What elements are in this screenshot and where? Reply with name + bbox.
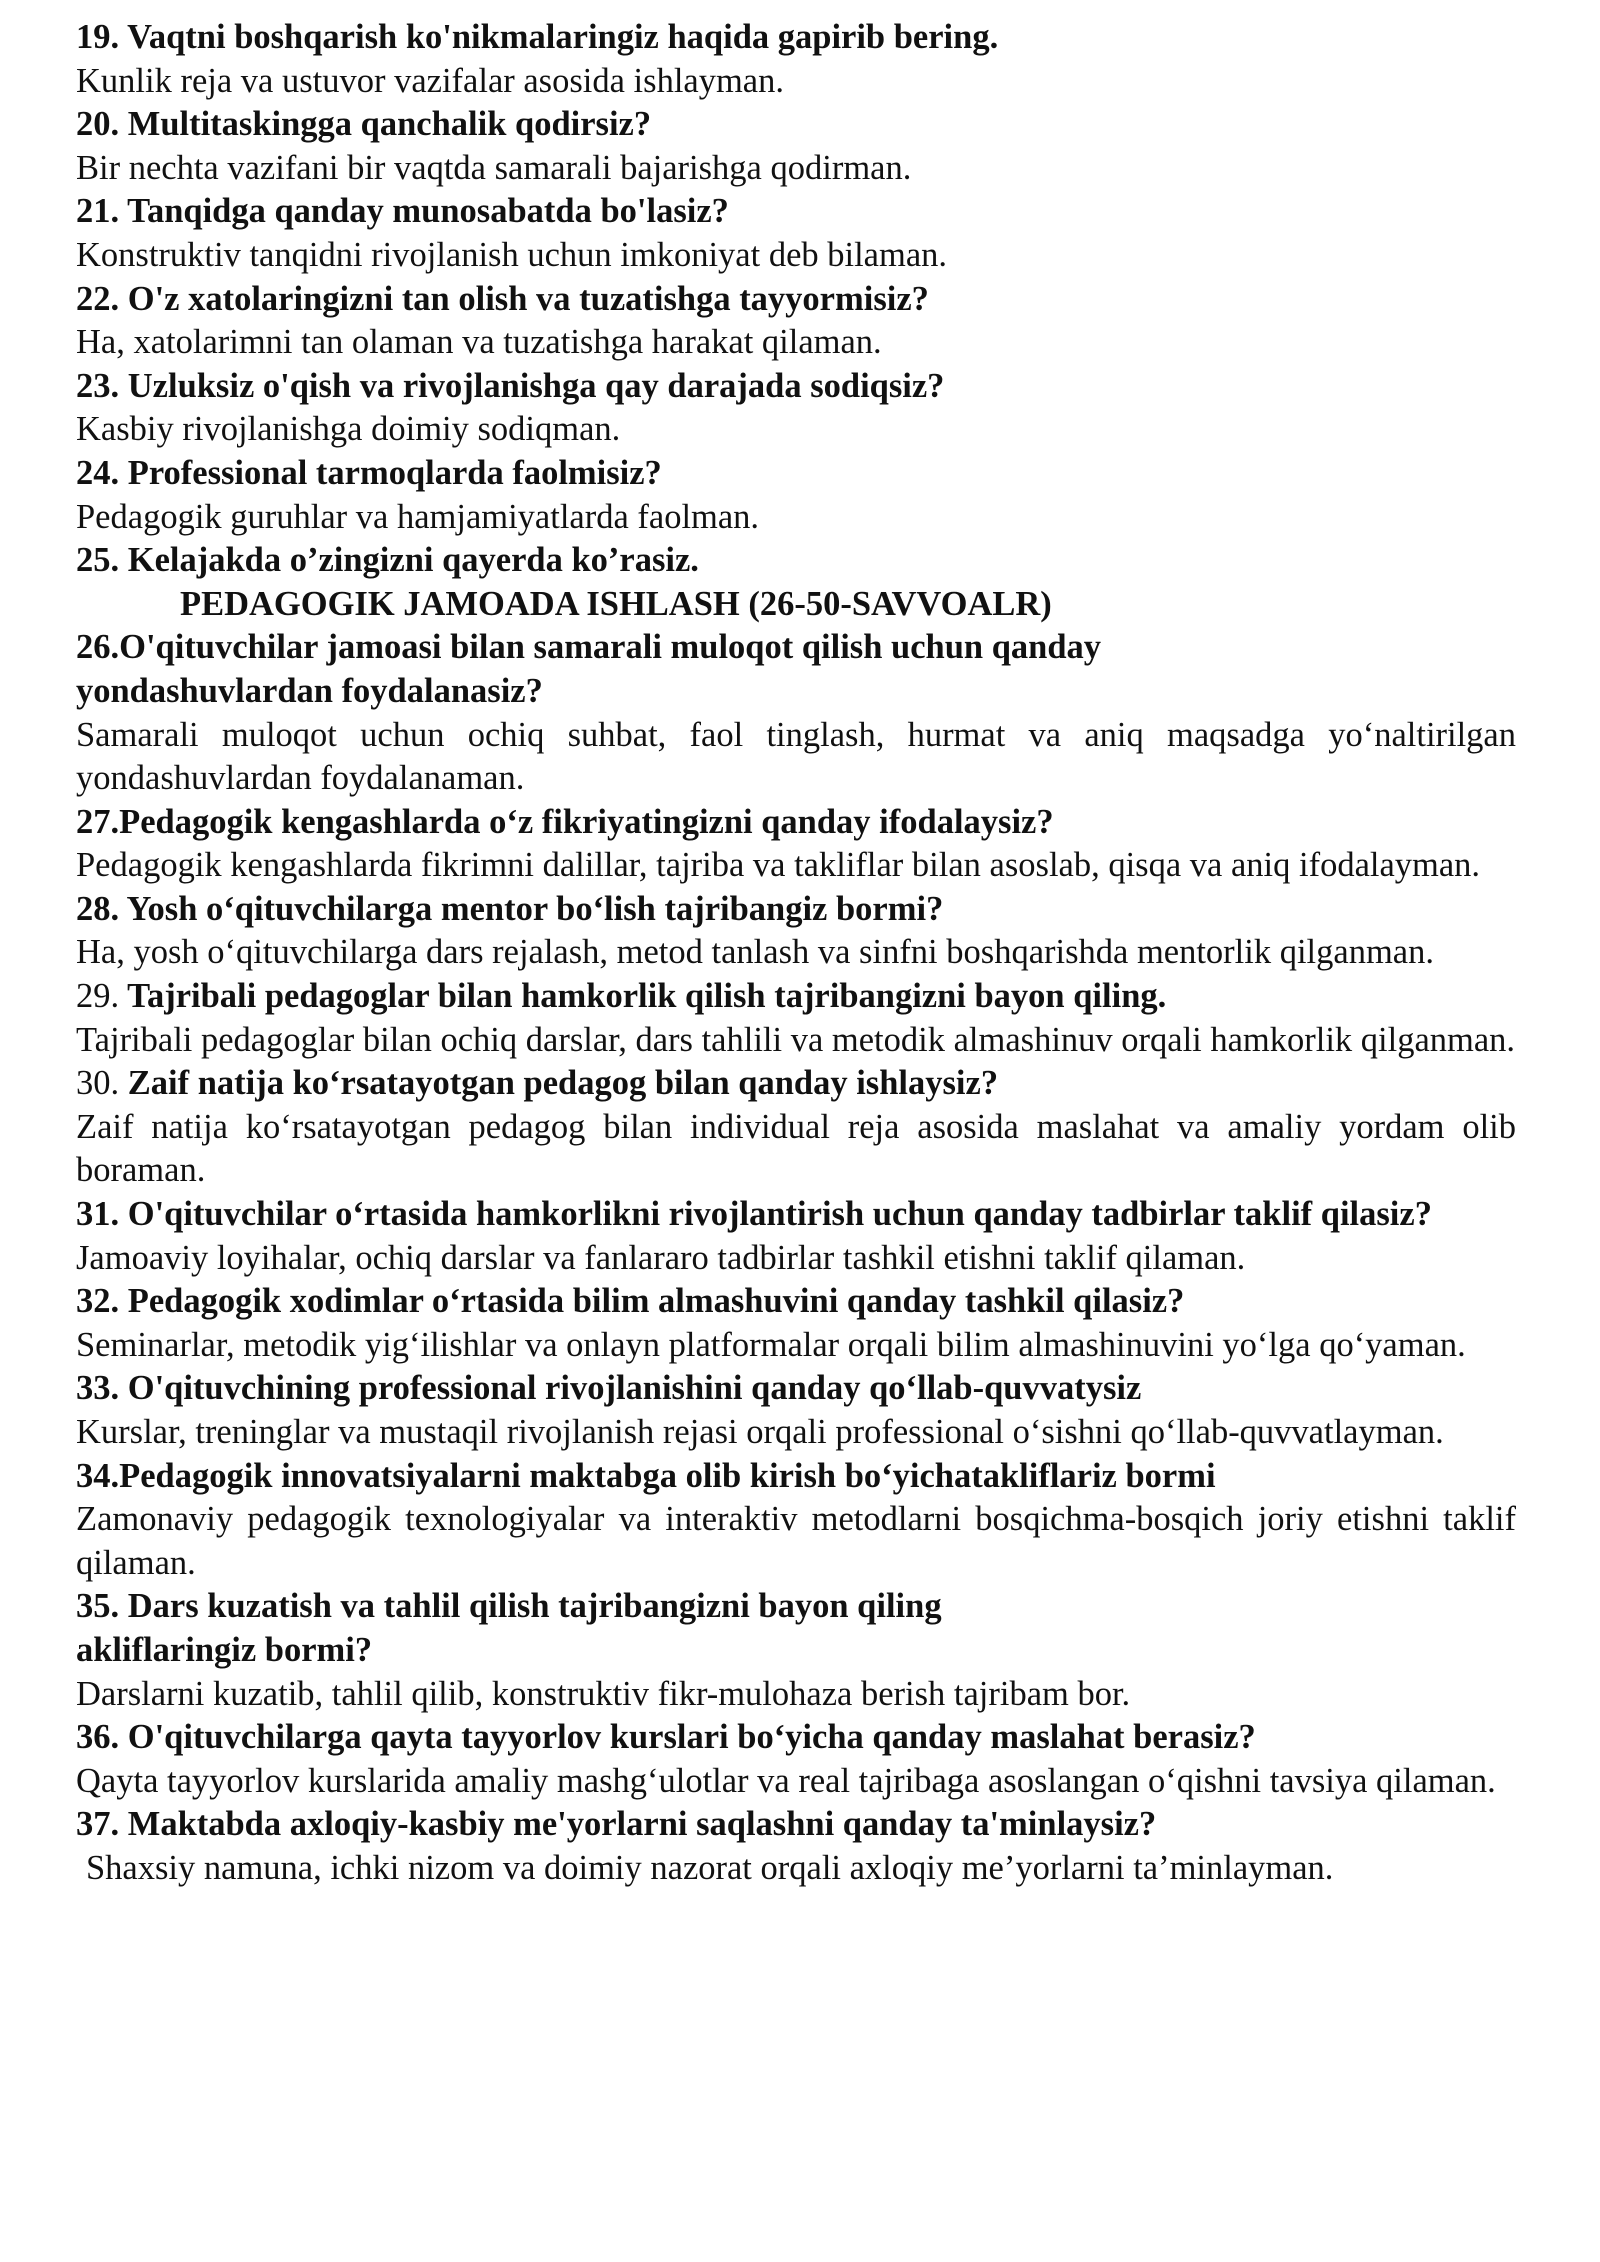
question-29-text: Tajribali pedagoglar bilan hamkorlik qilish tajribangizni bayon qiling. (127, 977, 1167, 1016)
question-37: 37. Maktabda axloqiy-kasbiy me'yorlarni saqlashni qanday ta'minlaysiz? (76, 1805, 1157, 1844)
answer-19: Kunlik reja va ustuvor vazifalar asosida ishlayman. (76, 61, 784, 100)
question-21: 21. Tanqidga qanday munosabatda bo'lasiz? (76, 192, 729, 231)
question-19: 19. Vaqtni boshqarish ko'nikmalaringiz haqida gapirib bering. (76, 18, 999, 56)
answer-33: Kurslar, treninglar va mustaqil rivojlanish rejasi orqali professional o‘sishni qo‘llab-quvvatlayman. (76, 1413, 1444, 1451)
question-27: 27.Pedagogik kengashlarda o‘z fikriyatingizni qanday ifodalaysiz? (76, 802, 1054, 841)
answer-29: Tajribali pedagoglar bilan ochiq darslar, dars tahlili va metodik almashinuv orqali hamkorlik qilganman. (76, 1020, 1516, 1059)
answer-35: Darslarni kuzatib, tahlil qilib, konstruktiv fikr-mulohaza berish tajribam bor. (76, 1674, 1131, 1713)
answer-31: Jamoaviy loyihalar, ochiq darslar va fanlararo tadbirlar tashkil etishni taklif qilaman. (76, 1238, 1246, 1277)
question-35-line-2: akliflaringiz bormi? (76, 1630, 373, 1669)
question-25: 25. Kelajakda o’zingizni qayerda ko’rasiz. (76, 541, 699, 580)
answer-26: Samarali muloqot uchun ochiq suhbat, faol tinglash, hurmat va aniq maqsadga yo‘naltirilgan yondashuvlardan foydalanaman. (76, 715, 1516, 798)
question-29 (76, 975, 1516, 1019)
answer-36: Qayta tayyorlov kurslarida amaliy mashg‘ulotlar va real tajribaga asoslangan o‘qishni tavsiya qilaman. (76, 1761, 1496, 1800)
answer-24: Pedagogik guruhlar va hamjamiyatlarda faolman. (76, 497, 760, 536)
document-page (76, 16, 1516, 1891)
question-30 (76, 1062, 1516, 1106)
question-35-line-1: 35. Dars kuzatish va tahlil qilish tajribangizni bayon qiling (76, 1587, 942, 1626)
answer-21: Konstruktiv tanqidni rivojlanish uchun imkoniyat deb bilaman. (76, 235, 948, 274)
question-32: 32. Pedagogik xodimlar o‘rtasida bilim almashuvini qanday tashkil qilasiz? (76, 1282, 1185, 1321)
answer-27: Pedagogik kengashlarda fikrimni dalillar, tajriba va takliflar bilan asoslab, qisqa va aniq ifodalayman. (76, 846, 1481, 885)
question-28: 28. Yosh o‘qituvchilarga mentor bo‘lish tajribangiz bormi? (76, 889, 944, 928)
question-26: 26.O'qituvchilar jamoasi bilan samarali muloqot qilish uchun qanday yondashuvlardan foydalanasiz? (76, 628, 1102, 710)
question-34: 34.Pedagogik innovatsiyalarni maktabga olib kirish bo‘yichatakliflariz bormi (76, 1456, 1216, 1495)
question-30-number: 30. (76, 1064, 120, 1103)
question-30-text: Zaif natija ko‘rsatayotgan pedagog bilan qanday ishlaysiz? (127, 1064, 999, 1103)
answer-28: Ha, yosh o‘qituvchilarga dars rejalash, metod tanlash va sinfni boshqarishda mentorlik qilganman. (76, 933, 1434, 972)
question-36: 36. O'qituvchilarga qayta tayyorlov kurslari bo‘yicha qanday maslahat berasiz? (76, 1718, 1256, 1757)
question-24: 24. Professional tarmoqlarda faolmisiz? (76, 453, 662, 492)
answer-20: Bir nechta vazifani bir vaqtda samarali bajarishga qodirman. (76, 148, 912, 187)
answer-32: Seminarlar, metodik yig‘ilishlar va onlayn platformalar orqali bilim almashinuvini yo‘lga qo‘yaman. (76, 1325, 1466, 1364)
question-29-number: 29. (76, 977, 120, 1016)
answer-34: Zamonaviy pedagogik texnologiyalar va interaktiv metodlarni bosqichma-bosqich joriy etishni taklif qilaman. (76, 1500, 1516, 1582)
question-33: 33. O'qituvchining professional rivojlanishini qanday qo‘llab-quvvatysiz (76, 1369, 1142, 1408)
question-20: 20. Multitaskingga qanchalik qodirsiz? (76, 105, 652, 144)
question-22: 22. O'z xatolaringizni tan olish va tuzatishga tayyormisiz? (76, 279, 929, 318)
question-23: 23. Uzluksiz o'qish va rivojlanishga qay darajada sodiqsiz? (76, 366, 945, 405)
answer-22: Ha, xatolarimni tan olaman va tuzatishga harakat qilaman. (76, 323, 882, 362)
answer-30: Zaif natija ko‘rsatayotgan pedagog bilan individual reja asosida maslahat va amaliy yordam olib boraman. (76, 1107, 1516, 1190)
answer-37: Shaxsiy namuna, ichki nizom va doimiy nazorat orqali axloqiy me’yorlarni ta’minlayman. (86, 1848, 1334, 1887)
section-heading: PEDAGOGIK JAMOADA ISHLASH (26-50-SAVVOALR) (180, 584, 1052, 623)
answer-23: Kasbiy rivojlanishga doimiy sodiqman. (76, 410, 621, 449)
question-31: 31. O'qituvchilar o‘rtasida hamkorlikni rivojlantirish uchun qanday tadbirlar taklif qilasiz? (76, 1195, 1432, 1234)
